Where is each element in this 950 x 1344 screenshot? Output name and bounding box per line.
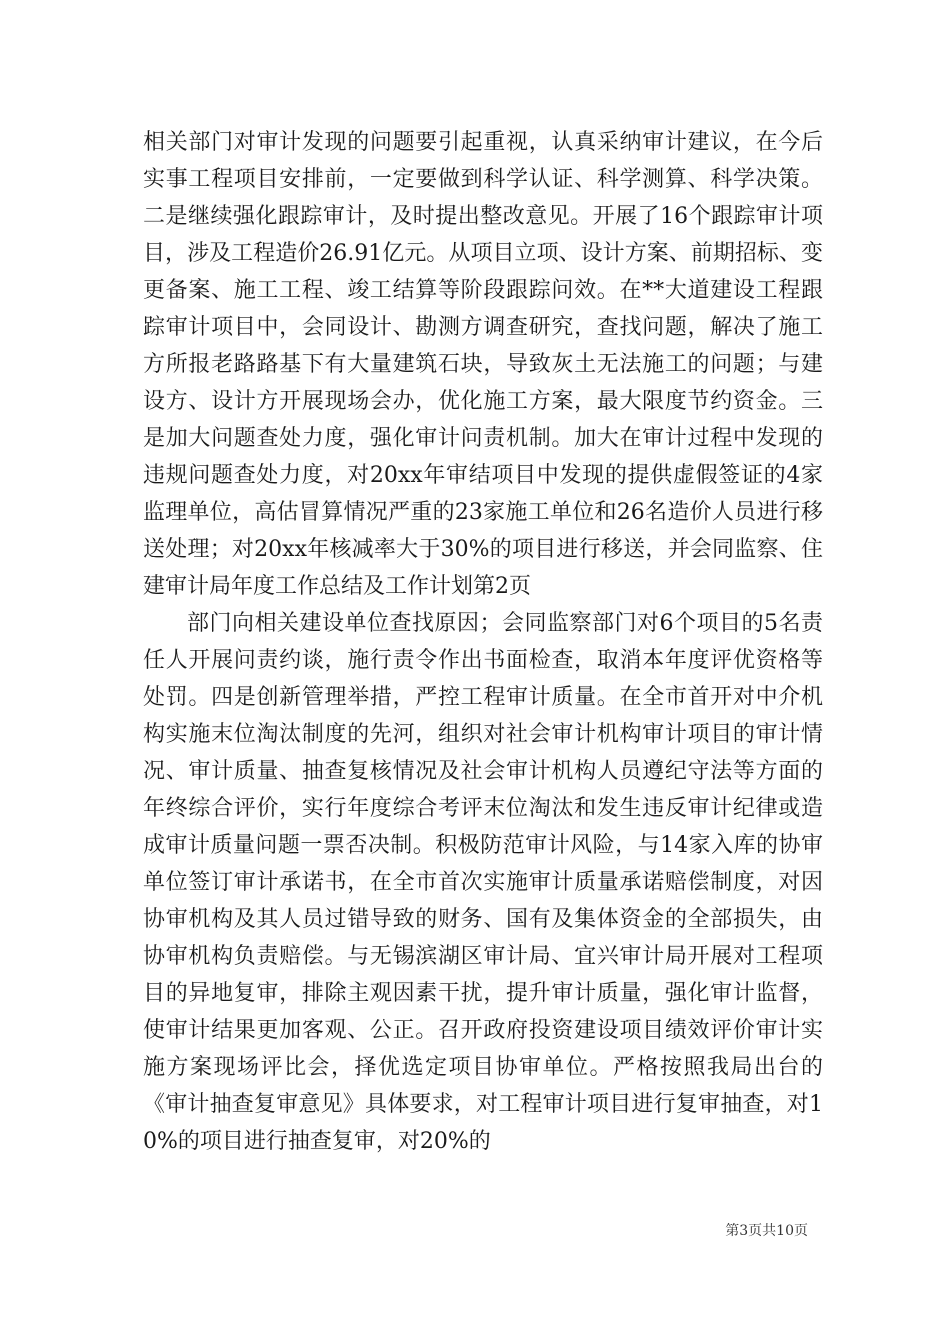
document-body [143,124,823,1160]
body-paragraph-1: 相关部门对审计发现的问题要引起重视，认真采纳审计建议，在今后实事工程项目安排前，一定要做到科学认证、科学测算、科学决策。二是继续强化跟踪审计，及时提出整改意见。开展了16个跟踪审计项目，涉及工程造价26.91亿元。从项目立项、设计方案、前期招标、变更备案、施工工程、竣工结算等阶段跟踪问效。在**大道建设工程跟踪审计项目中，会同设计、勘测方调查研究，查找问题，解决了施工方所报老路路基下有大量建筑石块，导致灰土无法施工的问题；与建设方、设计方开展现场会办，优化施工方案，最大限度节约资金。三是加大问题查处力度，强化审计问责机制。加大在审计过程中发现的违规问题查处力度，对20xx年审结项目中发现的提供虚假签证的4家监理单位，高估冒算情况严重的23家施工单位和26名造价人员进行移送处理；对20xx年核减率大于30%的项目进行移送，并会同监察、住建审计局年度工作总结及工作计划第2页 [143,130,823,599]
body-paragraph-2: 部门向相关建设单位查找原因；会同监察部门对6个项目的5名责任人开展问责约谈，施行责令作出书面检查，取消本年度评优资格等处罚。四是创新管理举措，严控工程审计质量。在全市首开对中介机构实施末位淘汰制度的先河，组织对社会审计机构审计项目的审计情况、审计质量、抽查复核情况及社会审计机构人员遵纪守法等方面的年终综合评价，实行年度综合考评末位淘汰和发生违反审计纪律或造成审计质量问题一票否决制。积极防范审计风险，与14家入库的协审单位签订审计承诺书，在全市首次实施审计质量承诺赔偿制度，对因协审机构及其人员过错导致的财务、国有及集体资金的全部损失，由协审机构负责赔偿。与无锡滨湖区审计局、宜兴审计局开展对工程项目的异地复审，排除主观因素干扰，提升审计质量，强化审计监督，使审计结果更加客观、公正。召开政府投资建设项目绩效评价审计实施方案现场评比会，择优选定项目协审单位。严格按照我局出台的《审计抽查复审意见》具体要求，对工程审计项目进行复审抽查，对10%的项目进行抽查复审，对20%的 [143,611,823,1154]
page-number-footer: 第3页共10页 [725,1223,808,1239]
